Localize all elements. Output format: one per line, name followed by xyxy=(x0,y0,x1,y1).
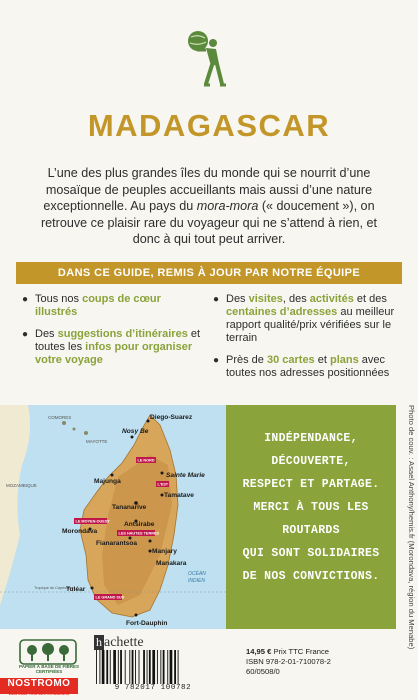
intro-paragraph: L’une des plus grandes îles du monde qui se nourrit d’une mosaïque de peuples accueillants mais aussi d’une nature exceptionnelle. Au pays du mora-mora (« doucement »), on retrouve ce plaisir rare du voyageur qui ne s’attend à rien, et donc à qui tout peut arriver. xyxy=(40,166,378,246)
city-manjary: Manjary xyxy=(152,548,177,555)
value-line-2: DÉCOUVERTE, xyxy=(271,455,351,468)
label-comores: COMORES xyxy=(48,415,72,420)
city-nosy-be: Nosy Be xyxy=(122,428,149,435)
value-line-4: MERCI À TOUS LES ROUTARDS xyxy=(253,501,369,537)
city-fianarantsoa: Fianarantsoa xyxy=(96,540,138,547)
city-antsirabe: Antsirabe xyxy=(124,521,155,528)
city-diego-suarez: Diego-Suarez xyxy=(150,414,193,421)
routard-logo-icon xyxy=(184,28,234,90)
region-nord: LE NORD xyxy=(137,458,155,463)
value-line-5: QUI SONT SOLIDAIRES xyxy=(242,547,380,560)
region-grand-sud: LE GRAND SUD xyxy=(95,595,125,600)
label-mozambique: MOZAMBIQUE xyxy=(6,483,37,488)
values-box xyxy=(226,405,396,629)
city-tamatave: Tamatave xyxy=(164,492,194,499)
value-line-3: RESPECT ET PARTAGE. xyxy=(242,478,380,491)
features-right xyxy=(213,293,403,389)
region-moyen-ouest: LE MOYEN-OUEST xyxy=(75,519,110,524)
ref-code: 60/0508/0 xyxy=(246,667,280,676)
value-line-6: DE NOS CONVICTIONS. xyxy=(242,570,380,583)
price-info: 14,95 € Prix TTC France ISBN 978-2-01-710078-2 60/0508/0 xyxy=(246,647,331,676)
madagascar-map xyxy=(0,405,226,629)
label-ocean: OCÉAN xyxy=(188,571,206,577)
features-left xyxy=(22,293,202,376)
barcode-icon xyxy=(94,650,212,684)
label-mayotte: MAYOTTE xyxy=(86,439,108,444)
nostromo-subtitle: WEB COMPTOIR DES VOYAGEURS xyxy=(8,692,70,696)
city-tulear: Tuléar xyxy=(66,586,86,593)
feature-visites: ● Des visites, des activités et des centaines d’adresses au meilleur rapport qualité/prix vérifiées sur le terrain xyxy=(213,293,403,345)
guide-banner: DANS CE GUIDE, REMIS À JOUR PAR NOTRE ÉQUIPE xyxy=(16,262,402,284)
city-morondava: Morondava xyxy=(62,528,98,535)
barcode-number: 9 782017 100782 xyxy=(114,684,192,692)
city-majunga: Majunga xyxy=(94,478,121,485)
region-est: L'EST xyxy=(157,482,169,487)
feature-cartes: ● Près de 30 cartes et plans avec toutes nos adresses positionnées xyxy=(213,354,403,380)
value-line-1: INDÉPENDANCE, xyxy=(264,432,358,445)
price-amount: 14,95 € xyxy=(246,647,272,656)
publisher-logo: h achette xyxy=(96,635,144,650)
nostromo-logo: NOSTROMO xyxy=(0,678,78,694)
city-tananarive: Tananarive xyxy=(112,504,147,511)
feature-coups-de-coeur: ● Tous nos coups de cœur illustrés xyxy=(22,293,202,319)
page-title: MADAGASCAR xyxy=(87,108,331,143)
city-sainte-marie: Sainte Marie xyxy=(166,472,205,479)
label-indien: INDIEN xyxy=(188,578,205,584)
feature-itineraires: ● Des suggestions d’itinéraires et toutes les infos pour organiser votre voyage xyxy=(22,328,202,367)
photo-credit: Photo de couv. : Asael Anthony/hemis.fr (Morondava, région du Menabe) xyxy=(407,405,416,650)
city-fort-dauphin: Fort-Dauphin xyxy=(126,620,168,627)
region-hautes-terres: LES HAUTES TERRES xyxy=(118,531,160,536)
isbn: ISBN 978-2-01-710078-2 xyxy=(246,657,331,666)
fsc-label: PAPIER À BASE DE FIBRES CERTIFIÉES xyxy=(19,664,79,674)
city-manakara: Manakara xyxy=(156,560,187,567)
label-tropique: Tropique du Capricorne xyxy=(34,586,74,590)
